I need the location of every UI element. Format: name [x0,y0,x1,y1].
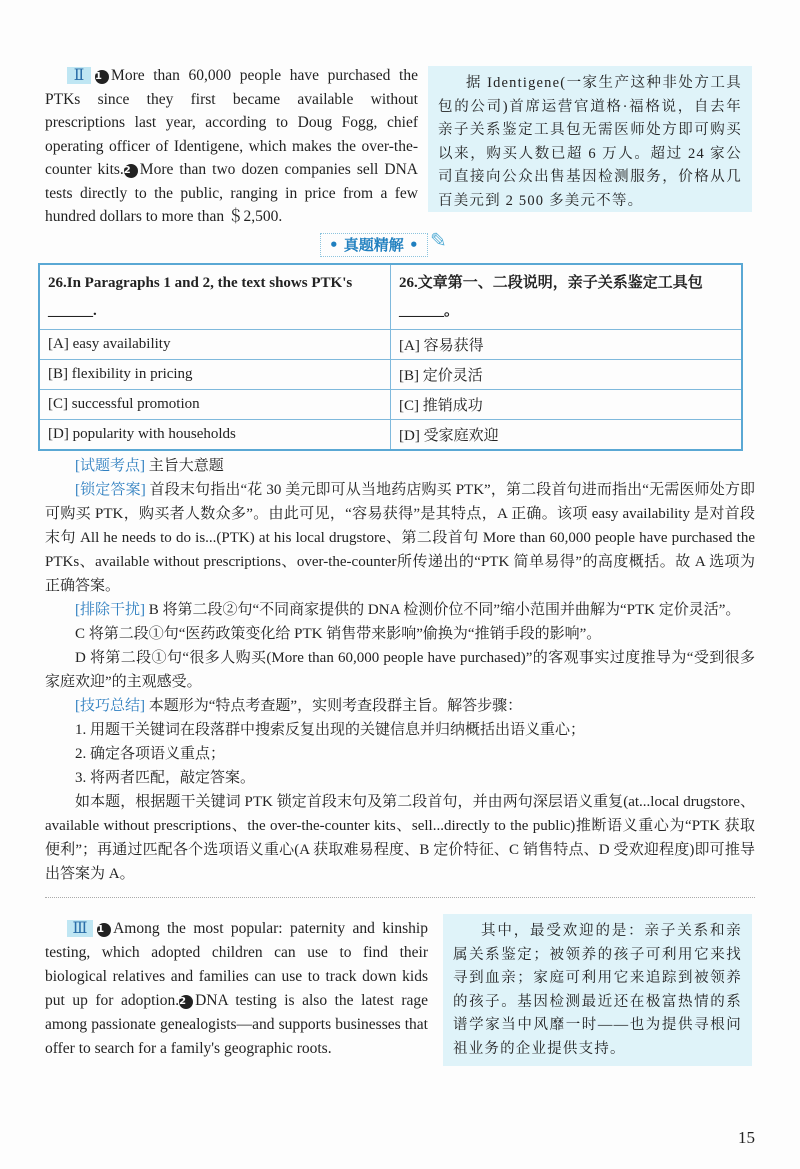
table-row [39,420,742,451]
sentence-1: Among the most popular: paternity and kinship testing, which adopted children can use to find their biological relatives and families can use to track down kids put up for adoption. [45,920,428,1009]
option-en: [B] flexibility in pricing [39,360,391,390]
test-point-text: 主旨大意题 [145,458,224,474]
sentence-marker-1: 1 [95,70,109,84]
label-tips: [技巧总结] [75,698,145,714]
sentence-marker-1: 1 [97,923,111,937]
step-3: 3. 将两者匹配，敲定答案。 [75,770,256,786]
option-cn: [C] 推销成功 [391,390,743,420]
label-test-point: [试题考点] [75,458,145,474]
option-cn: [B] 定价灵活 [391,360,743,390]
translation-box-2: 据 Identigene(一家生产这种非处方工具包的公司)首席运营官道格·福格说，自去年亲子关系鉴定工具包无需医师处方即可购买以来，购买人数已超 6 万人。超过 24 家公司直接向公众出售基因检测服务，价格从几百美元到 2 500 多美元不等。 [428,66,752,212]
distractor-b-text: B 将第二段②句“不同商家提供的 DNA 检测价位不同”缩小范围并曲解为“PTK 定价灵活”。 [145,602,741,618]
sentence-2: More than two dozen companies sell DNA tests directly to the public, ranging in price from a few hundred dollars to more than ＄2,500. [45,161,418,225]
distractor-c-text: C 将第二段①句“医药政策变化给 PTK 销售带来影响”偷换为“推销手段的影响”。 [75,626,602,642]
section-title: • 真题精解 • [320,233,428,257]
sentence-2: DNA testing is also the latest rage among passionate genealogists—and supports businesses that offer to search for a family's geographic roots. [45,992,428,1057]
paragraph-number: Ⅲ [69,920,92,937]
tips-text: 本题形为“特点考查题”，实则考查段群主旨。解答步骤： [145,698,523,714]
table-row [39,360,742,390]
distractor-d-text: D 将第二段①句“很多人购买(More than 60,000 people have purchased)”的客观事实过度推导为“受到很多家庭欢迎”的主观感受。 [45,650,755,690]
page-number: 15 [738,1128,755,1147]
question-stem-cn: 26.文章第一、二段说明，亲子关系鉴定工具包______。 [391,264,743,330]
table-row [39,390,742,420]
passage-paragraph-3 [45,917,428,1061]
step-2: 2. 确定各项语义重点； [75,746,226,762]
option-en: [A] easy availability [39,330,391,360]
option-en: [C] successful promotion [39,390,391,420]
table-row [39,264,742,330]
option-en: [D] popularity with households [39,420,391,451]
step-1: 1. 用题干关键词在段落群中搜索反复出现的关键信息并归纳概括出语义重心； [75,722,586,738]
label-answer: [锁定答案] [75,482,146,498]
passage-paragraph-2 [45,64,418,229]
example-text: 如本题，根据题干关键词 PTK 锁定首段末句及第二段首句，并由两句深层语义重复(at...local drugstore、available without prescriptions、the over-the-counter kits、sell...directly to the public)推断语义重心为“PTK 获取便利”；再通过匹配各个选项语义重心(A 获取难易程度、B 定价特征、C 销售特点、D 受欢迎程度)即可推导出答案为 A。 [45,794,755,882]
explanation [45,454,755,886]
sentence-1: More than 60,000 people have purchased the PTKs since they first became available without prescriptions last year, according to Doug Fogg, chief operating officer of Identigene, which makes the over-the-counter kits. [45,67,418,178]
option-cn: [D] 受家庭欢迎 [391,420,743,451]
divider [45,897,755,898]
answer-text: 首段末句指出“花 30 美元即可从当地药店购买 PTK”，第二段首句进而指出“无需医师处方即可购买 PTK，购买者人数众多”。由此可见，“容易获得”是其特点，A 正确。该项 easy availability 是对首段末句 All he needs to do is...(PTK) at his local drugstore、第二段首句 More than 60,000 people have purchased the PTKs、available without prescriptions、over-the-counter所传递出的“PTK 简单易得”的高度概括。故 A 选项为正确答案。 [45,482,755,594]
translation-box-3: 其中，最受欢迎的是：亲子关系和亲属关系鉴定；被领养的孩子可利用它来找寻到血亲；家庭可利用它来追踪到被领养的孩子。基因检测最近还在极富热情的系谱学家当中风靡一时——也为提供寻根问祖业务的企业提供支持。 [443,914,752,1066]
paragraph-number: Ⅱ [69,67,90,84]
pen-icon: ✎ [430,230,447,252]
question-stem-en: 26.In Paragraphs 1 and 2, the text shows PTK's ______. [39,264,391,330]
sentence-marker-2: 2 [179,995,193,1009]
option-cn: [A] 容易获得 [391,330,743,360]
question-table [38,263,743,451]
sentence-marker-2: 2 [124,164,138,178]
label-distractors: [排除干扰] [75,602,145,618]
table-row [39,330,742,360]
